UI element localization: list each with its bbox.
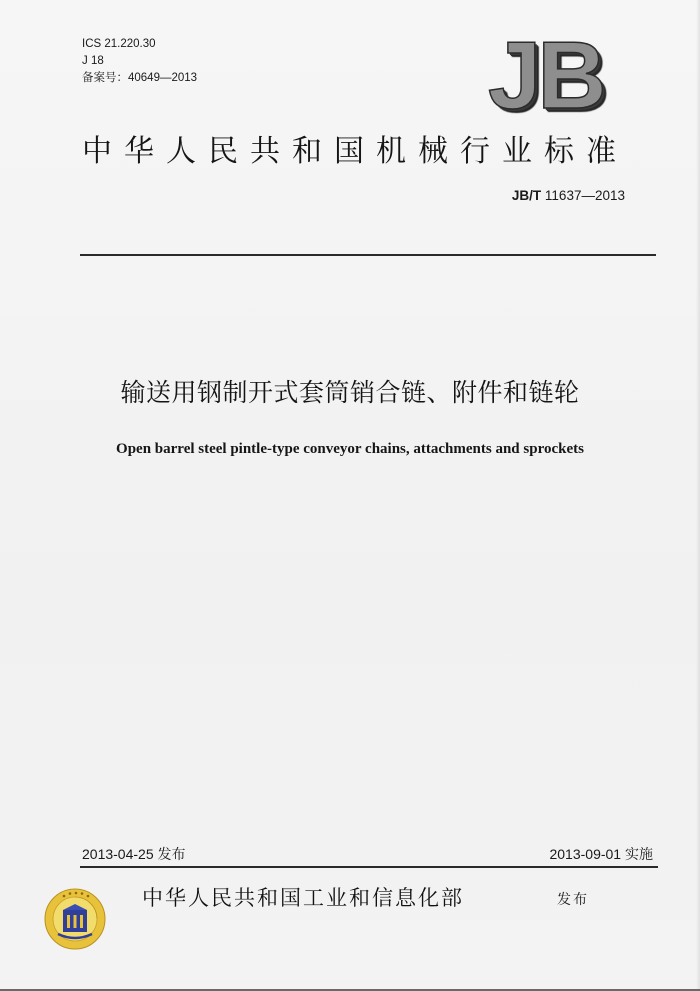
- ministry-seal-logo: [44, 888, 106, 950]
- issue-date: 2013-04-25 发布: [82, 846, 186, 862]
- chinese-title: 输送用钢制开式套筒销合链、附件和链轮: [120, 378, 580, 407]
- issuing-authority-suffix: 发布: [557, 892, 589, 908]
- standard-meta: [82, 36, 197, 87]
- record-number: 备案号：40649—2013: [82, 72, 198, 84]
- english-title: Open barrel steel pintle-type conveyor chains, attachments and sprockets: [116, 441, 584, 457]
- ics-code: ICS 21.220.30: [82, 38, 156, 50]
- standard-number-rest: 11637—2013: [541, 188, 625, 203]
- issuing-authority: 中华人民共和国工业和信息化部: [142, 886, 464, 910]
- standard-number: [512, 188, 625, 203]
- standard-number-prefix: JB/T: [511, 188, 542, 203]
- page-edge-shadow: [696, 0, 700, 991]
- jb-logo: JB: [488, 22, 603, 129]
- standard-category-title: 中华人民共和国机械行业标准: [82, 134, 628, 169]
- bottom-divider: [80, 866, 658, 868]
- ccs-code: J 18: [82, 55, 104, 67]
- top-divider: [80, 254, 656, 256]
- implementation-date: 2013-09-01 实施: [549, 846, 653, 862]
